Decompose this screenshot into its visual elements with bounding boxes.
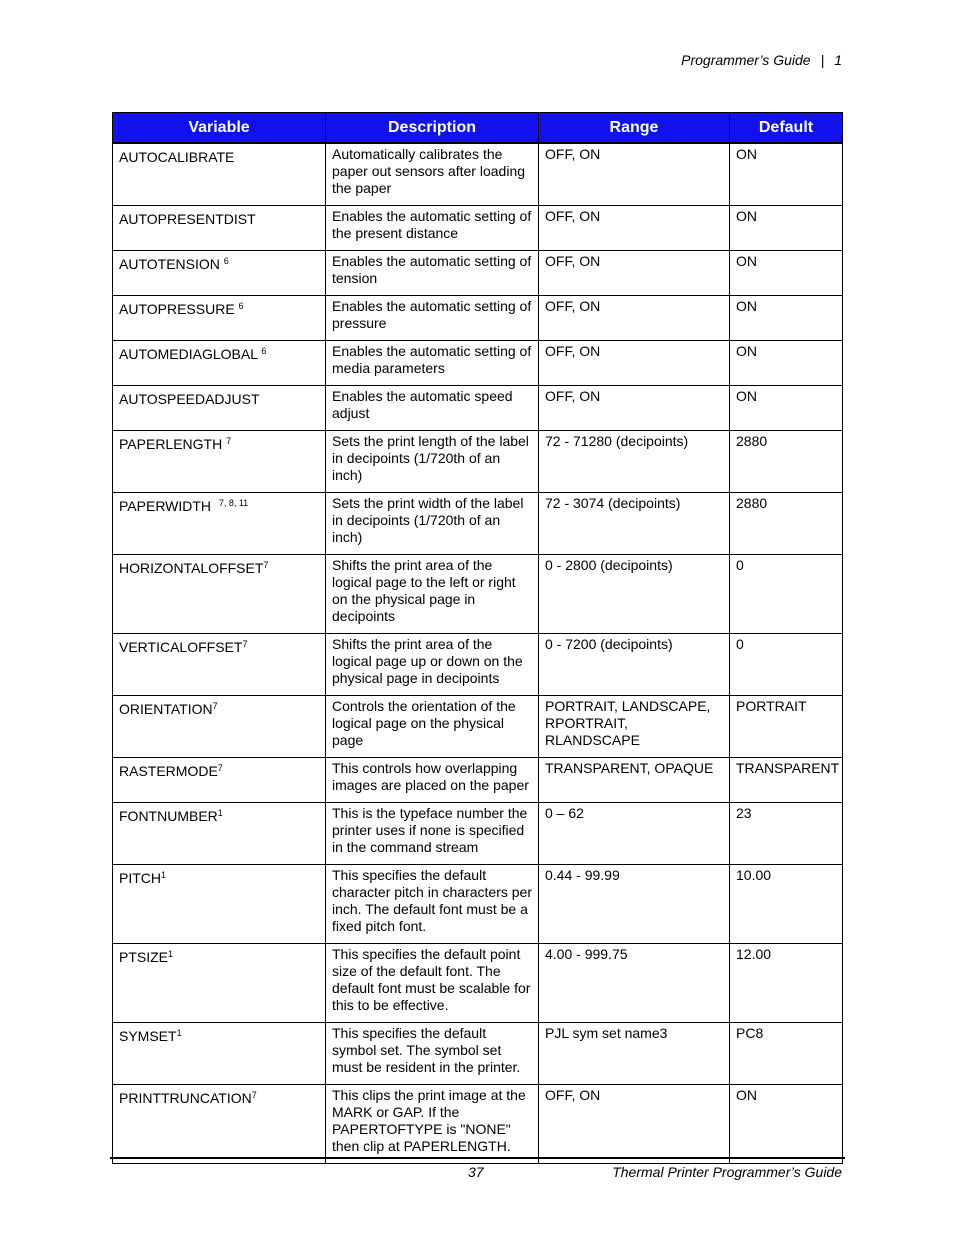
cell-description: This specifies the default symbol set. The symbol set must be resident in the printer. — [326, 1023, 539, 1085]
cell-default: 12.00 — [730, 944, 843, 1023]
footnote-ref: 7 — [242, 639, 248, 649]
cell-range: 72 - 3074 (decipoints) — [539, 493, 730, 555]
footnote-ref: 7 — [263, 560, 269, 570]
table-row — [113, 143, 843, 206]
table-row — [113, 696, 843, 758]
footer-rule — [110, 1157, 845, 1159]
cell-description: Controls the orientation of the logical page on the physical page — [326, 696, 539, 758]
variable-name: AUTOTENSION — [119, 256, 224, 272]
cell-range: 0 – 62 — [539, 803, 730, 865]
cell-variable — [113, 251, 326, 296]
footnote-ref: 7 — [226, 436, 232, 446]
variable-name: AUTOCALIBRATE — [119, 149, 235, 165]
cell-default: ON — [730, 143, 843, 206]
table-row — [113, 493, 843, 555]
cell-description: Enables the automatic setting of media parameters — [326, 341, 539, 386]
variable-name: PITCH — [119, 870, 161, 886]
cell-range: 0.44 - 99.99 — [539, 865, 730, 944]
table-row — [113, 251, 843, 296]
cell-description: Enables the automatic setting of the present distance — [326, 206, 539, 251]
cell-range: OFF, ON — [539, 1085, 730, 1164]
cell-variable — [113, 143, 326, 206]
cell-description: Shifts the print area of the logical page up or down on the physical page in decipoints — [326, 634, 539, 696]
variable-name: AUTOPRESENTDIST — [119, 211, 256, 227]
running-header-separator: | — [820, 52, 825, 68]
cell-variable — [113, 758, 326, 803]
footnote-ref: 7 — [217, 763, 223, 773]
cell-description: This controls how overlapping images are placed on the paper — [326, 758, 539, 803]
variable-name: HORIZONTALOFFSET — [119, 560, 264, 576]
running-header-page: 1 — [834, 52, 842, 68]
parameter-table — [112, 112, 843, 1164]
cell-default: 0 — [730, 555, 843, 634]
cell-default: 2880 — [730, 493, 843, 555]
cell-description: This specifies the default character pitch in characters per inch. The default font must be a fixed pitch font. — [326, 865, 539, 944]
cell-variable — [113, 696, 326, 758]
table-row — [113, 386, 843, 431]
variable-name: AUTOSPEEDADJUST — [119, 391, 260, 407]
cell-description: This specifies the default point size of the default font. The default font must be scalable for this to be effective. — [326, 944, 539, 1023]
column-header-range: Range — [539, 113, 730, 144]
table-row — [113, 206, 843, 251]
cell-variable — [113, 944, 326, 1023]
cell-description: This is the typeface number the printer uses if none is specified in the command stream — [326, 803, 539, 865]
running-header — [681, 52, 842, 68]
table-row — [113, 341, 843, 386]
cell-range: 72 - 71280 (decipoints) — [539, 431, 730, 493]
table-row — [113, 758, 843, 803]
variable-name: ORIENTATION — [119, 701, 213, 717]
cell-variable — [113, 206, 326, 251]
column-header-variable: Variable — [113, 113, 326, 144]
cell-variable — [113, 865, 326, 944]
cell-variable — [113, 296, 326, 341]
variable-name: PTSIZE — [119, 949, 169, 965]
cell-description: Automatically calibrates the paper out sensors after loading the paper — [326, 143, 539, 206]
cell-default: ON — [730, 206, 843, 251]
cell-range: OFF, ON — [539, 341, 730, 386]
footnote-ref: 1 — [217, 808, 223, 818]
cell-range: OFF, ON — [539, 296, 730, 341]
footnote-ref: 7, 8, 11 — [218, 498, 249, 508]
cell-range: OFF, ON — [539, 251, 730, 296]
cell-range: 4.00 - 999.75 — [539, 944, 730, 1023]
cell-default: 10.00 — [730, 865, 843, 944]
page-number: 37 — [468, 1164, 484, 1180]
footnote-ref: 6 — [261, 346, 267, 356]
cell-variable — [113, 431, 326, 493]
table-row — [113, 296, 843, 341]
variable-name: PAPERLENGTH — [119, 436, 227, 452]
cell-default: 0 — [730, 634, 843, 696]
cell-default: PC8 — [730, 1023, 843, 1085]
variable-name: FONTNUMBER — [119, 808, 218, 824]
cell-variable — [113, 803, 326, 865]
table-row — [113, 1085, 843, 1164]
footnote-ref: 6 — [238, 301, 244, 311]
cell-description: Enables the automatic setting of tension — [326, 251, 539, 296]
footnote-ref: 1 — [161, 870, 167, 880]
cell-range: 0 - 7200 (decipoints) — [539, 634, 730, 696]
cell-range: PJL sym set name3 — [539, 1023, 730, 1085]
cell-default: 23 — [730, 803, 843, 865]
footnote-ref: 7 — [251, 1090, 257, 1100]
cell-description: Enables the automatic setting of pressure — [326, 296, 539, 341]
cell-default: ON — [730, 341, 843, 386]
footnote-ref: 1 — [176, 1028, 182, 1038]
cell-description: Sets the print length of the label in decipoints (1/720th of an inch) — [326, 431, 539, 493]
variable-name: SYMSET — [119, 1028, 177, 1044]
table-header-row — [113, 113, 843, 144]
cell-range: OFF, ON — [539, 206, 730, 251]
cell-description: This clips the print image at the MARK or GAP. If the PAPERTOFTYPE is "NONE" then clip at PAPERLENGTH. — [326, 1085, 539, 1164]
table-row — [113, 1023, 843, 1085]
column-header-default: Default — [730, 113, 843, 144]
variable-name: PAPERWIDTH — [119, 498, 219, 514]
footer-title: Thermal Printer Programmer’s Guide — [612, 1164, 842, 1180]
cell-range: PORTRAIT, LANDSCAPE, RPORTRAIT, RLANDSCAPE — [539, 696, 730, 758]
footnote-ref: 6 — [223, 256, 229, 266]
table-row — [113, 431, 843, 493]
cell-variable — [113, 1023, 326, 1085]
cell-description: Enables the automatic speed adjust — [326, 386, 539, 431]
cell-description: Shifts the print area of the logical page to the left or right on the physical page in decipoints — [326, 555, 539, 634]
footnote-ref: 7 — [212, 701, 218, 711]
variable-name: AUTOPRESSURE — [119, 301, 239, 317]
variable-name: RASTERMODE — [119, 763, 218, 779]
cell-variable — [113, 634, 326, 696]
cell-description: Sets the print width of the label in decipoints (1/720th of an inch) — [326, 493, 539, 555]
cell-variable — [113, 386, 326, 431]
cell-default: ON — [730, 386, 843, 431]
cell-range: 0 - 2800 (decipoints) — [539, 555, 730, 634]
variable-name: AUTOMEDIAGLOBAL — [119, 346, 262, 362]
cell-variable — [113, 493, 326, 555]
cell-variable — [113, 341, 326, 386]
cell-default: ON — [730, 251, 843, 296]
cell-default: PORTRAIT — [730, 696, 843, 758]
cell-default: ON — [730, 296, 843, 341]
variable-name: VERTICALOFFSET — [119, 639, 243, 655]
cell-default: TRANSPARENT — [730, 758, 843, 803]
cell-range: TRANSPARENT, OPAQUE — [539, 758, 730, 803]
table-row — [113, 555, 843, 634]
table-row — [113, 803, 843, 865]
cell-range: OFF, ON — [539, 143, 730, 206]
cell-range: OFF, ON — [539, 386, 730, 431]
footnote-ref: 1 — [168, 949, 174, 959]
table-row — [113, 634, 843, 696]
running-header-title: Programmer’s Guide — [681, 52, 811, 68]
cell-variable — [113, 555, 326, 634]
variable-name: PRINTTRUNCATION — [119, 1090, 252, 1106]
table-row — [113, 944, 843, 1023]
table-row — [113, 865, 843, 944]
cell-default: ON — [730, 1085, 843, 1164]
column-header-description: Description — [326, 113, 539, 144]
cell-variable — [113, 1085, 326, 1164]
cell-default: 2880 — [730, 431, 843, 493]
